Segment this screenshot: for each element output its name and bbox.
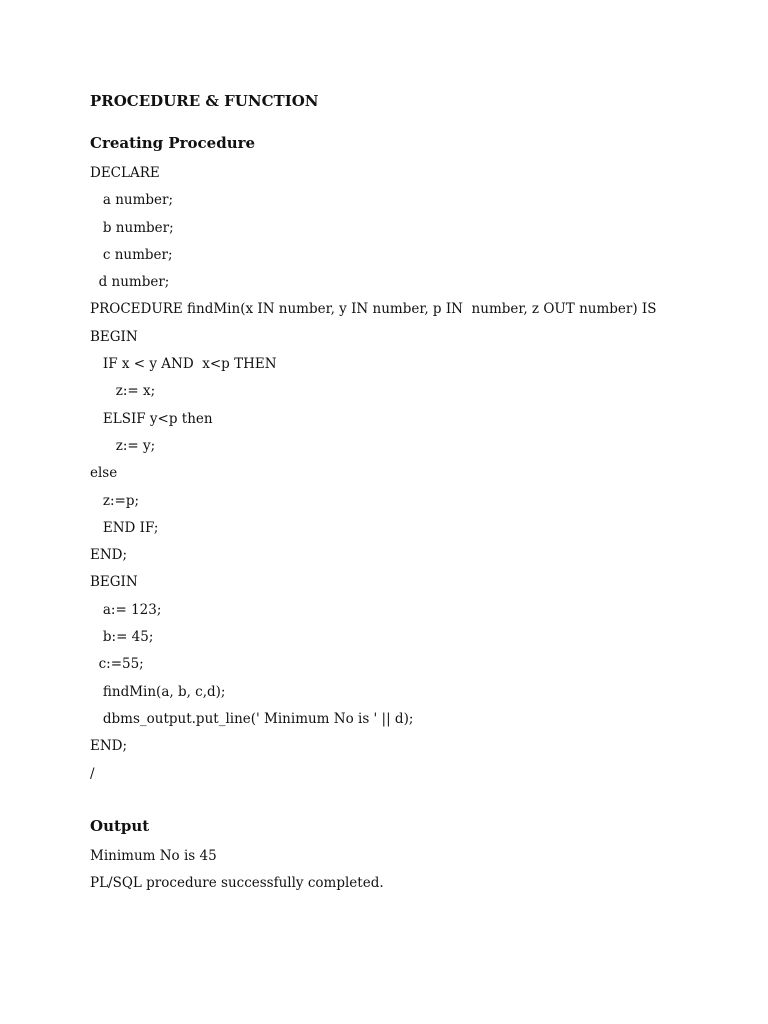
code-line: / bbox=[90, 765, 95, 782]
code-line: c number; bbox=[90, 246, 173, 263]
code-line: IF x < y AND x<p THEN bbox=[90, 356, 277, 373]
code-line: b number; bbox=[90, 219, 174, 236]
code-line: PROCEDURE findMin(x IN number, y IN number, p IN number, z OUT number) IS bbox=[90, 301, 657, 318]
code-line: DECLARE bbox=[90, 165, 160, 181]
output-line: Minimum No is 45 bbox=[90, 848, 217, 864]
code-line: c:=55; bbox=[90, 656, 144, 673]
code-line: a number; bbox=[90, 192, 174, 209]
code-line: findMin(a, b, c,d); bbox=[90, 683, 226, 700]
code-line: END; bbox=[90, 738, 128, 755]
code-line: BEGIN bbox=[90, 328, 138, 345]
code-line: z:= y; bbox=[90, 437, 156, 454]
code-line: z:=p; bbox=[90, 492, 140, 509]
output-line: PL/SQL procedure successfully completed. bbox=[90, 875, 384, 892]
code-line: else bbox=[90, 465, 118, 482]
code-line: d number; bbox=[90, 274, 170, 291]
code-line: z:= x; bbox=[90, 383, 156, 400]
page-title: PROCEDURE & FUNCTION bbox=[90, 92, 319, 110]
section-heading-output: Output bbox=[90, 817, 150, 835]
code-line: a:= 123; bbox=[90, 601, 162, 618]
code-line: b:= 45; bbox=[90, 629, 154, 646]
section-heading-creating-procedure: Creating Procedure bbox=[90, 134, 256, 152]
code-line: END IF; bbox=[90, 519, 159, 536]
code-line: dbms_output.put_line(' Minimum No is ' || d); bbox=[90, 710, 414, 727]
code-line: ELSIF y<p then bbox=[90, 410, 213, 427]
output-block bbox=[90, 846, 384, 901]
code-line: BEGIN bbox=[90, 574, 138, 591]
procedure-code-block bbox=[90, 163, 657, 791]
code-line: END; bbox=[90, 547, 128, 564]
